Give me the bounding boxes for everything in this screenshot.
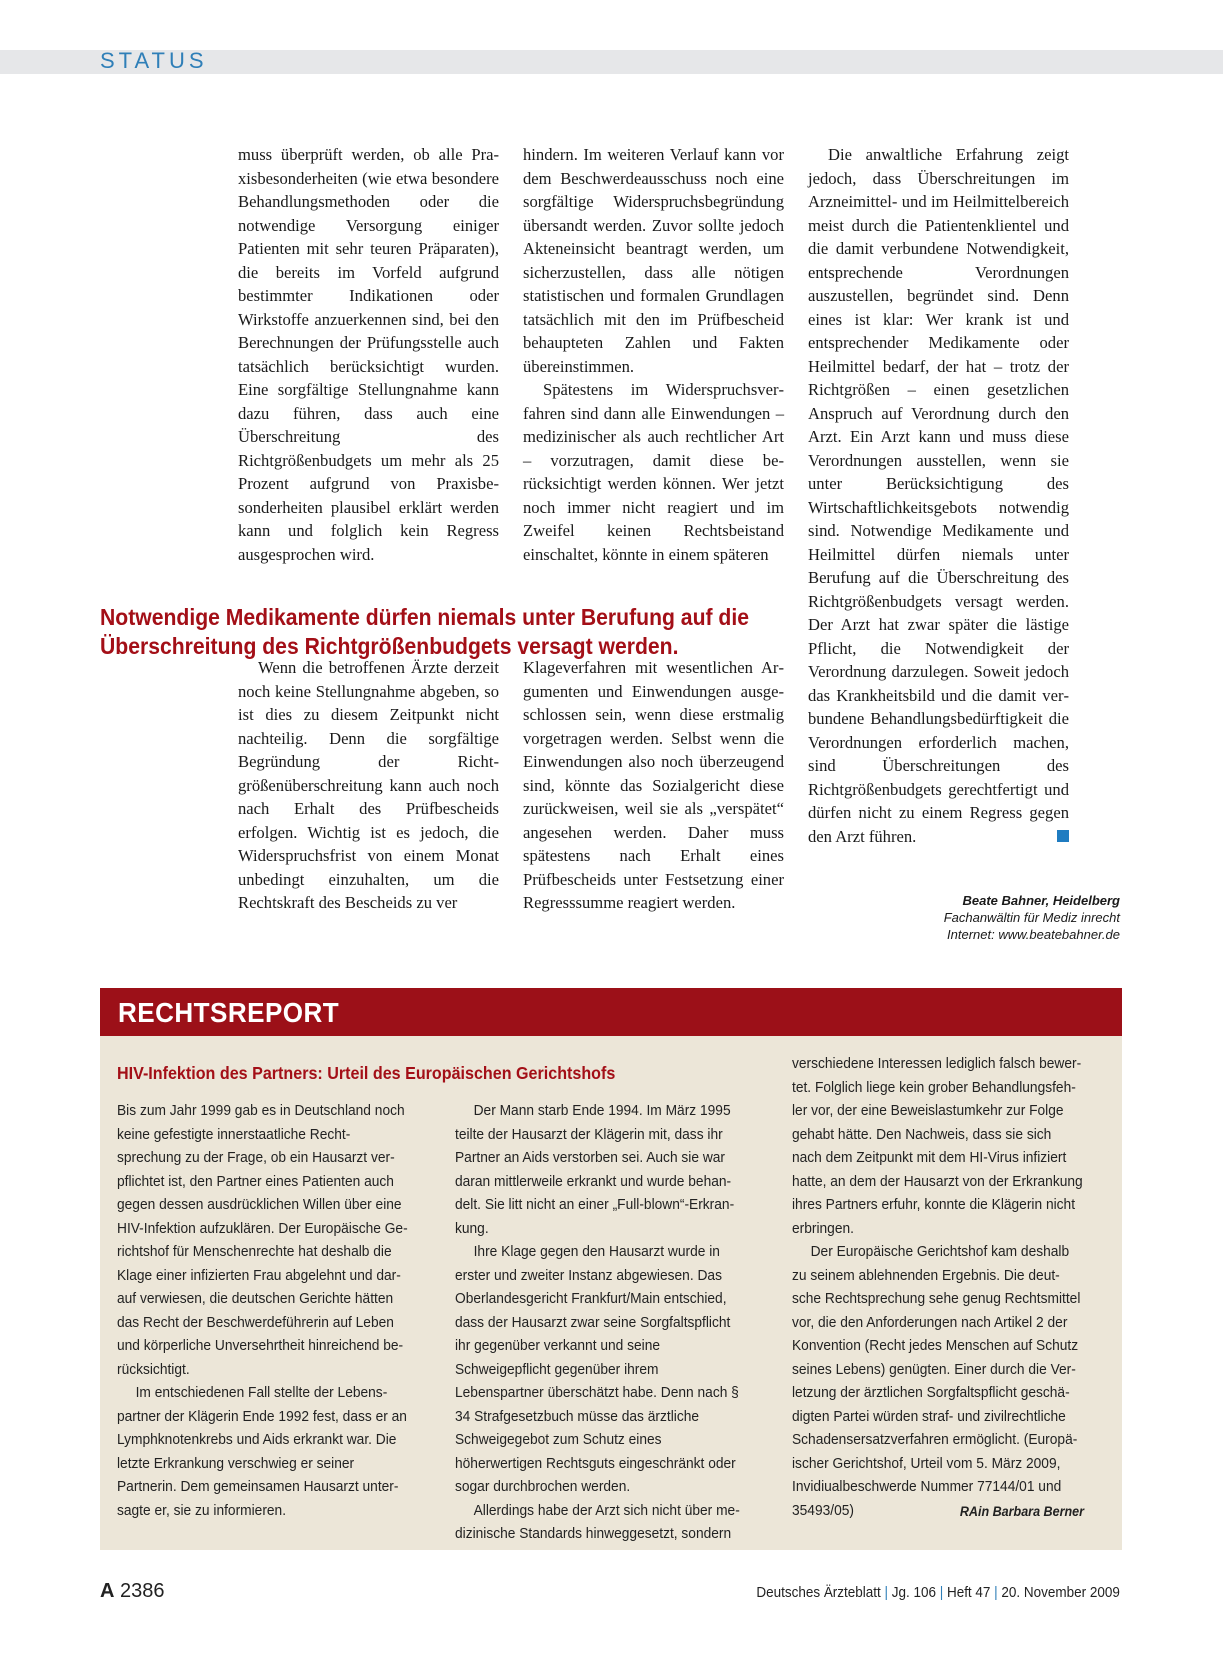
author-name: Beate Bahner, Heidelberg: [962, 893, 1120, 908]
rechtsreport-header: [100, 988, 1122, 1036]
author-role: Fachanwältin für Mediz inrecht: [943, 910, 1120, 925]
article-column-1-bottom: [238, 656, 499, 915]
section-label: STATUS: [100, 48, 208, 73]
paragraph: Der Mann starb Ende 1994. Im März 1995 teilte der Hausarzt der Klägerin mit, dass ihr Partner an Aids verstorben sei. Auch sie war daran mittlerweile erkrankt und wurde behandelt. Sie litt nicht an einer „Full-blown“-Erkrankung.: [455, 1103, 735, 1237]
separator: |: [994, 1585, 998, 1601]
paragraph: Bis zum Jahr 1999 gab es in Deutschland noch keine gefestigte innerstaatliche Rechtsprechung zu der Frage, ob ein Hausarzt verpflichtet ist, den Partner eines Patienten auch gegen dessen ausdrücklichen Willen über eine HIV-Infektion aufzuklären. Der Europäische Gerichtshof für Menschenrechte hat deshalb die Klage einer infizierten Frau abgelehnt und darauf verwiesen, die deutschen Gerichte hätten das Recht der Beschwerdeführerin auf Leben und körperliche Unversehrtheit hinreichend berücksichtigt.: [117, 1103, 408, 1378]
paragraph: hindern. Im weiteren Verlauf kann vor dem Beschwerdeausschuss noch eine sorgfältige Widerspruchsbegründung übersandt werden. Zuvor sollte jedoch Akteneinsicht beantragt werden, um sicherzustellen, dass alle nötigen statistischen und formalen Grundlagen tatsächlich mit den im Prüfbescheid behaupteten Zahlen und Fakten übereinstimmen.: [523, 145, 784, 376]
paragraph: muss überprüft werden, ob alle Praxisbesonderheiten (wie etwa besondere Behandlungsmethoden oder die notwendige Versorgung einiger Patienten mit sehr teuren Präparaten), die bereits im Vorfeld aufgrund bestimmter Indikationen oder Wirkstoffe anzuerkennen sind, bei den Berechnungen der Prüfungsstelle auch tatsächlich berücksichtigt wurden. Eine sorgfältige Stellungnahme kann dazu führen, dass auch eine Überschreitung des Richtgrößenbudgets um mehr als 25 Prozent aufgrund von Praxisbesonderheiten plausibel erklärt werden kann und folglich kein Regress ausgesprochen wird.: [238, 145, 499, 564]
separator: |: [884, 1585, 889, 1601]
rechtsreport-subtitle: HIV-Infektion des Partners: Urteil des Europäischen Gerichtshofs: [117, 1063, 616, 1083]
article-column-2-top: [523, 143, 784, 566]
paragraph: Ihre Klage gegen den Hausarzt wurde in erster und zweiter Instanz abgewiesen. Das Oberlandesgericht Frankfurt/Main entschied, dass der Hausarzt zwar seine Sorgfaltspflicht ihr gegenüber verkannt und seine Schweigepflicht gegenüber ihrem Lebenspartner überschätzt habe. Denn nach § 34 Strafgesetzbuch müsse das ärztliche Schweigegebot zum Schutz eines höherwertigen Rechtsguts eingeschränkt oder sogar durchbrochen werden.: [455, 1244, 739, 1495]
paragraph: Im entschiedenen Fall stellte der Lebenspartner der Klägerin Ende 1992 fest, dass er an Lymphknotenkrebs und Aids erkrankt war. Die letzte Erkrankung verschwieg er seiner Partnerin. Dem gemeinsamen Hausarzt untersagte er, sie zu informieren.: [117, 1385, 407, 1519]
author-website[interactable]: Internet: www.beatebahner.de: [947, 927, 1120, 942]
rechtsreport-column-3: [792, 1053, 1084, 1523]
rechtsreport-title: RECHTSREPORT: [118, 997, 340, 1028]
journal-date: 20. November 2009: [1001, 1585, 1120, 1601]
journal-issue: Heft 47: [947, 1585, 991, 1601]
paragraph: Allerdings habe der Arzt sich nicht über medizinische Standards hinweggesetzt, sondern: [455, 1502, 740, 1542]
pull-quote: Notwendige Medikamente dürfen niemals unter Berufung auf die Überschreitung des Richtgrößenbudgets versagt werden.: [100, 604, 749, 659]
article-column-1-top: [238, 143, 499, 566]
journal-volume: Jg. 106: [891, 1585, 937, 1601]
paragraph: Die anwaltliche Erfahrung zeigt jedoch, dass Überschreitungen im Arzneimittel- und im Heilmittelbereich meist durch die Patientenklientel und die damit verbundene Notwendigkeit, entsprechende Verordnungen auszustellen, begründet sind. Denn eines ist klar: Wer krank ist und entsprechender Medikamente oder Heilmittel bedarf, der hat – trotz der Richtgrößen – einen gesetzlichen Anspruch auf Verordnung durch den Arzt. Ein Arzt kann und muss diese Verordnungen ausstellen, wenn sie unter Berücksichtigung des Wirtschaftlichkeitsgebots notwendig sind. Notwendige Medikamente und Heilmittel dürfen niemals unter Berufung auf die Überschreitung des Richtgrößenbudgets versagt werden. Der Arzt hat zwar später die lästige Pflicht, die Notwendigkeit der Verordnung darzulegen. Soweit jedoch das Krankheitsbild und die damit verbundene Behandlungsbedürftigkeit die Verordnungen erforderlich machen, sind Überschreitungen des Richtgrößenbudgets gerechtfertigt und dürfen nicht zu einem Regress gegen den Arzt führen.: [808, 145, 1069, 846]
paragraph: Spätestens im Widerspruchsverfahren sind dann alle Einwendungen – medizinischer als auch rechtlicher Art – vorzutragen, damit diese berücksichtigt werden können. Wer jetzt noch immer nicht reagiert und im Zweifel keinen Rechtsbeistand einschaltet, könnte in einem späteren: [523, 380, 784, 564]
paragraph: Klageverfahren mit wesentlichen Argumenten und Einwendungen ausgeschlossen sein, wenn diese erstmalig vorgetragen werden. Selbst wenn die Einwendungen also noch überzeugend sind, könnte das Sozialgericht diese zurückweisen, weil sie als „verspätet“ angesehen werden. Daher muss spätestens nach Erhalt eines Prüfbescheids unter Festsetzung einer Regresssumme reagiert werden.: [523, 658, 784, 912]
separator: |: [939, 1585, 944, 1601]
rechtsreport-signature: RAin Barbara Berner: [959, 1503, 1085, 1519]
journal-name: Deutsches Ärzteblatt: [756, 1585, 881, 1601]
end-of-article-square-icon: [1057, 830, 1069, 842]
journal-info: [757, 1585, 1120, 1601]
article-column-2-bottom: [523, 656, 784, 915]
rechtsreport-column-2: [455, 1100, 747, 1547]
article-column-3: [808, 143, 1069, 848]
page-number: A 2386: [100, 1580, 165, 1602]
paragraph: verschiedene Interessen lediglich falsch bewertet. Folglich liege kein grober Behandlungsfehler vor, der eine Beweislastumkehr zur Folge gehabt hätte. Den Nachweis, dass sie sich nach dem Zeitpunkt mit dem HI-Virus infiziert hatte, an dem der Hausarzt von der Erkrankung ihres Partners erfuhr, konnte die Klägerin nicht erbringen.: [792, 1056, 1083, 1237]
rechtsreport-column-1: [117, 1100, 409, 1523]
paragraph: Wenn die betroffenen Ärzte derzeit noch keine Stellungnahme abgeben, so ist dies zu diesem Zeitpunkt nicht nachteilig. Denn die sorgfältige Begründung der Richtgrößenüberschreitung kann auch noch nach Erhalt des Prüfbescheids erfolgen. Wichtig ist es jedoch, die Widerspruchsfrist von einem Monat unbedingt einzuhalten, um die Rechtskraft des Bescheids zu ver: [238, 658, 499, 912]
author-byline: [820, 892, 1120, 943]
paragraph: Der Europäische Gerichtshof kam deshalb zu seinem ablehnenden Ergebnis. Die deutsche Rechtsprechung sehe genug Rechtsmittel vor, die den Anforderungen nach Artikel 2 der Konvention (Recht jedes Menschen auf Schutz seines Lebens) genügten. Einer durch die Verletzung der ärztlichen Sorgfaltspflicht geschädigten Partei würden straf- und zivilrechtliche Schadensersatzverfahren ermöglicht. (Europäischer Gerichtshof, Urteil vom 5. März 2009, Invidiualbeschwerde Nummer 77144/01 und 35493/05) RAin Barbara Berner: [792, 1241, 1084, 1523]
